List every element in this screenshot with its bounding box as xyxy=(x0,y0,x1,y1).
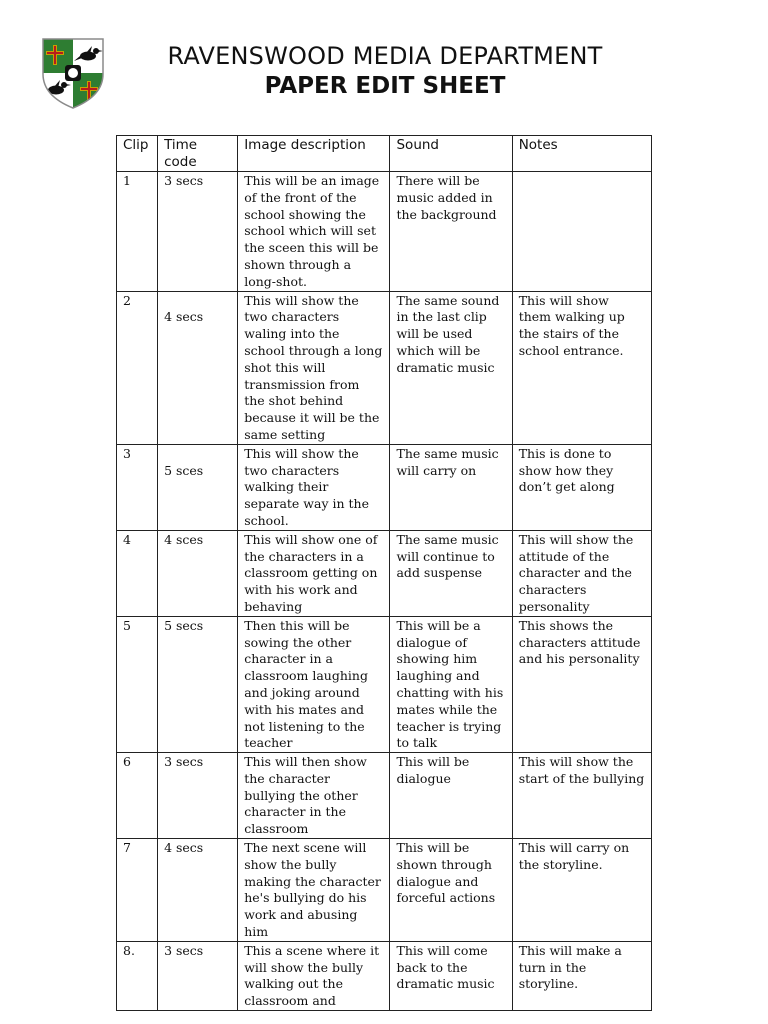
sound-cell: This will come back to the dramatic music xyxy=(390,941,512,1010)
time-code-cell: 3 secs xyxy=(158,941,238,1010)
image-description-cell: This will then show the character bullying the other character in the classroom xyxy=(238,753,390,839)
table-row xyxy=(117,291,652,444)
column-header-notes: Notes xyxy=(512,136,651,172)
sheet-title: PAPER EDIT SHEET xyxy=(264,73,506,99)
image-description-cell: The next scene will show the bully making the character he's bullying do his work and abusing him xyxy=(238,839,390,942)
sound-cell: The same music will carry on xyxy=(390,444,512,530)
clip-cell: 8. xyxy=(117,941,158,1010)
sound-cell: There will be music added in the background xyxy=(390,172,512,292)
time-code-cell: 5 sces xyxy=(158,444,238,530)
notes-cell: This will make a turn in the storyline. xyxy=(512,941,651,1010)
notes-cell: This is done to show how they don’t get along xyxy=(512,444,651,530)
table-row xyxy=(117,941,652,1010)
image-description-cell: This will be an image of the front of the school showing the school which will set the sceen this will be shown through a long-shot. xyxy=(238,172,390,292)
image-description-cell: This will show the two characters waling into the school through a long shot this will transmission from the shot behind because it will be the same setting xyxy=(238,291,390,444)
sound-cell: This will be shown through dialogue and forceful actions xyxy=(390,839,512,942)
notes-cell: This will show the attitude of the character and the characters personality xyxy=(512,530,651,616)
table-row xyxy=(117,839,652,942)
notes-cell: This shows the characters attitude and his personality xyxy=(512,616,651,752)
department-title: RAVENSWOOD MEDIA DEPARTMENT xyxy=(167,42,603,70)
clip-cell: 4 xyxy=(117,530,158,616)
image-description-cell: This will show the two characters walking their separate way in the school. xyxy=(238,444,390,530)
image-description-cell: Then this will be sowing the other character in a classroom laughing and joking around with his mates and not listening to the teacher xyxy=(238,616,390,752)
clip-cell: 6 xyxy=(117,753,158,839)
image-description-cell: This a scene where it will show the bully walking out the classroom and xyxy=(238,941,390,1010)
column-header-time-code: Time code xyxy=(158,136,238,172)
column-header-sound: Sound xyxy=(390,136,512,172)
notes-cell: This will show the start of the bullying xyxy=(512,753,651,839)
table-row xyxy=(117,753,652,839)
clip-cell: 7 xyxy=(117,839,158,942)
column-header-image-description: Image description xyxy=(238,136,390,172)
sound-cell: This will be a dialogue of showing him laughing and chatting with his mates while the teacher is trying to talk xyxy=(390,616,512,752)
clip-cell: 3 xyxy=(117,444,158,530)
sound-cell: The same sound in the last clip will be used which will be dramatic music xyxy=(390,291,512,444)
image-description-cell: This will show one of the characters in a classroom getting on with his work and behaving xyxy=(238,530,390,616)
table-row xyxy=(117,616,652,752)
time-code-cell: 3 secs xyxy=(158,753,238,839)
time-code-cell: 5 secs xyxy=(158,616,238,752)
time-code-cell: 4 secs xyxy=(158,291,238,444)
school-crest-icon xyxy=(40,36,106,110)
column-header-clip: Clip xyxy=(117,136,158,172)
table-row xyxy=(117,530,652,616)
notes-cell xyxy=(512,172,651,292)
sound-cell: The same music will continue to add suspense xyxy=(390,530,512,616)
table-row xyxy=(117,444,652,530)
time-code-cell: 3 secs xyxy=(158,172,238,292)
clip-cell: 5 xyxy=(117,616,158,752)
time-code-cell: 4 sces xyxy=(158,530,238,616)
time-code-cell: 4 secs xyxy=(158,839,238,942)
sound-cell: This will be dialogue xyxy=(390,753,512,839)
table-header-row xyxy=(117,136,652,172)
paper-edit-table xyxy=(116,135,652,1011)
clip-cell: 1 xyxy=(117,172,158,292)
clip-cell: 2 xyxy=(117,291,158,444)
notes-cell: This will carry on the storyline. xyxy=(512,839,651,942)
table-row xyxy=(117,172,652,292)
notes-cell: This will show them walking up the stairs of the school entrance. xyxy=(512,291,651,444)
